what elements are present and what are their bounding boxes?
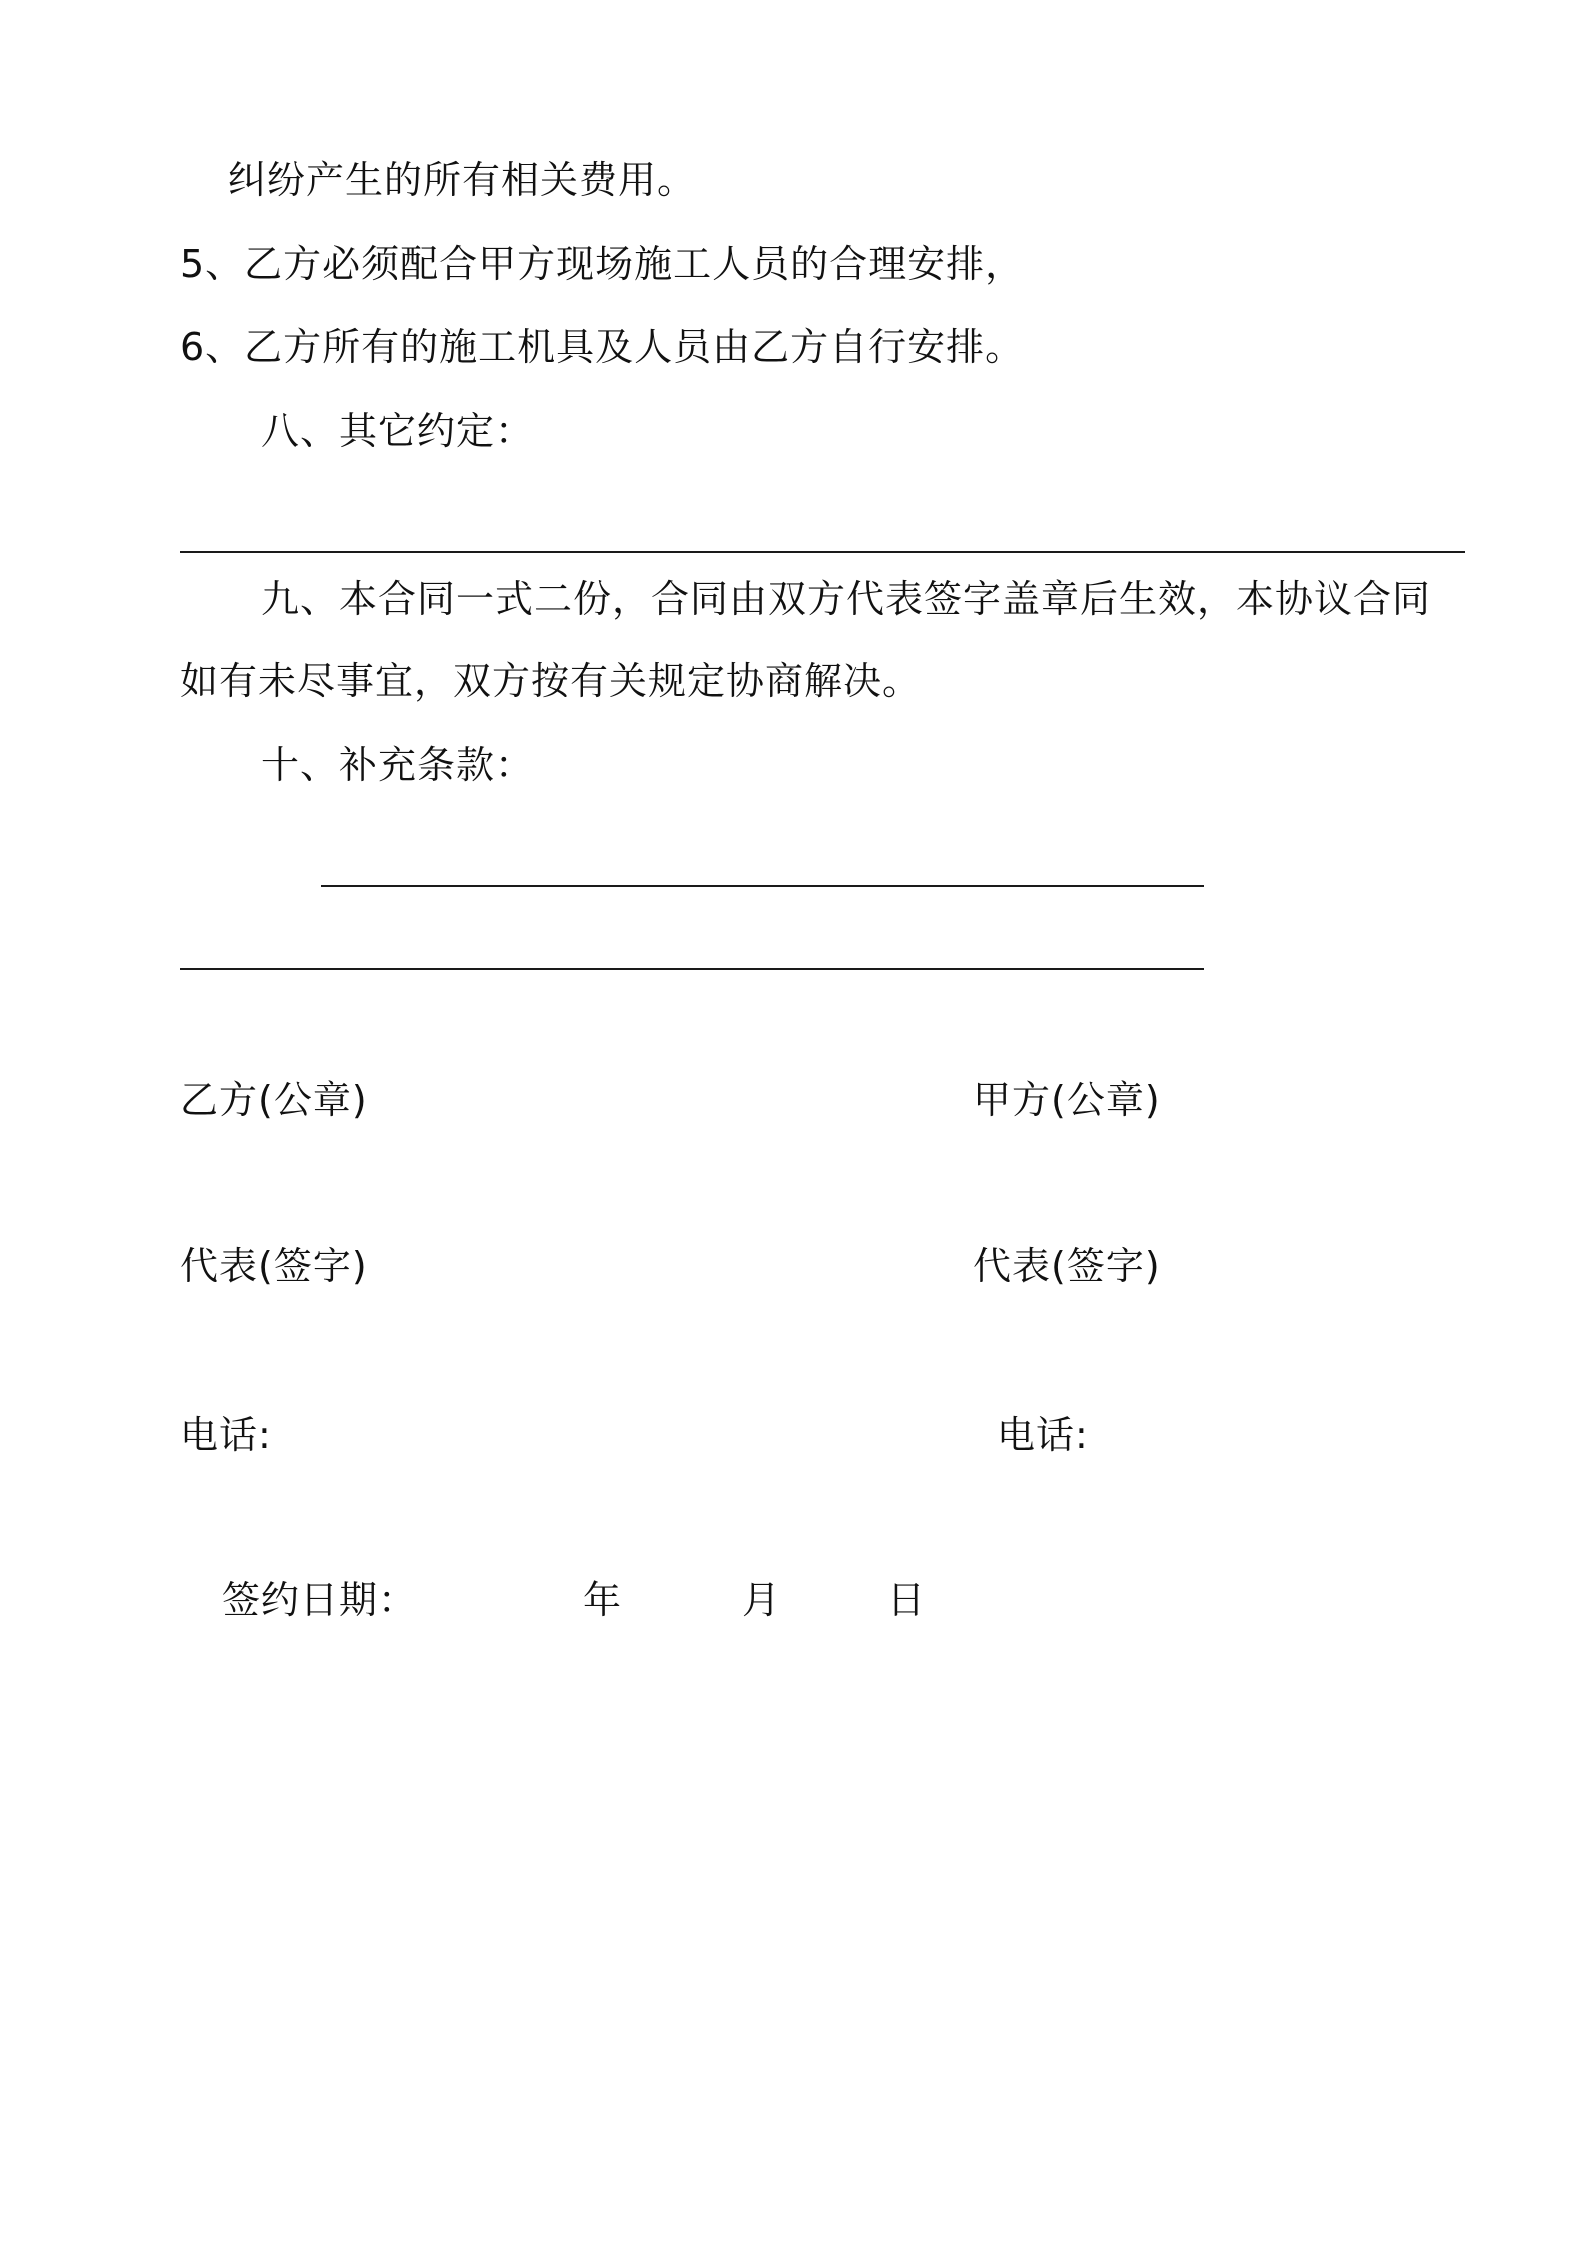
clause-7-item-6: 6、乙方所有的施工机具及人员由乙方自行安排。 <box>180 325 1025 369</box>
clause-8-heading: 八、其它约定： <box>261 409 535 453</box>
clause-10-blank-line-1 <box>321 885 1204 887</box>
signing-date-month: 月 <box>742 1578 782 1622</box>
clause-9-line2: 如有未尽事宜，双方按有关规定协商解决。 <box>180 659 922 703</box>
clause-9-line1: 九、本合同一式二份，合同由双方代表签字盖章后生效，本协议合同 <box>261 577 1432 621</box>
party-a-rep-label: 代表(签字) <box>973 1244 1161 1288</box>
clause-8-blank-line <box>180 551 1465 553</box>
party-b-rep-label: 代表(签字) <box>180 1244 368 1288</box>
signing-date-year: 年 <box>583 1578 623 1622</box>
signing-date-day: 日 <box>887 1578 927 1622</box>
party-a-seal-label: 甲方(公章) <box>973 1078 1161 1122</box>
party-b-seal-label: 乙方(公章) <box>180 1078 368 1122</box>
clause-7-item-5: 5、乙方必须配合甲方现场施工人员的合理安排， <box>180 242 1025 286</box>
signing-date-label: 签约日期： <box>222 1578 418 1622</box>
party-a-phone-label: 电话: <box>997 1413 1089 1457</box>
clause-7-continuation: 纠纷产生的所有相关费用。 <box>228 158 697 202</box>
clause-10-heading: 十、补充条款： <box>261 743 535 787</box>
clause-10-blank-line-2 <box>180 968 1204 970</box>
party-b-phone-label: 电话: <box>180 1413 272 1457</box>
